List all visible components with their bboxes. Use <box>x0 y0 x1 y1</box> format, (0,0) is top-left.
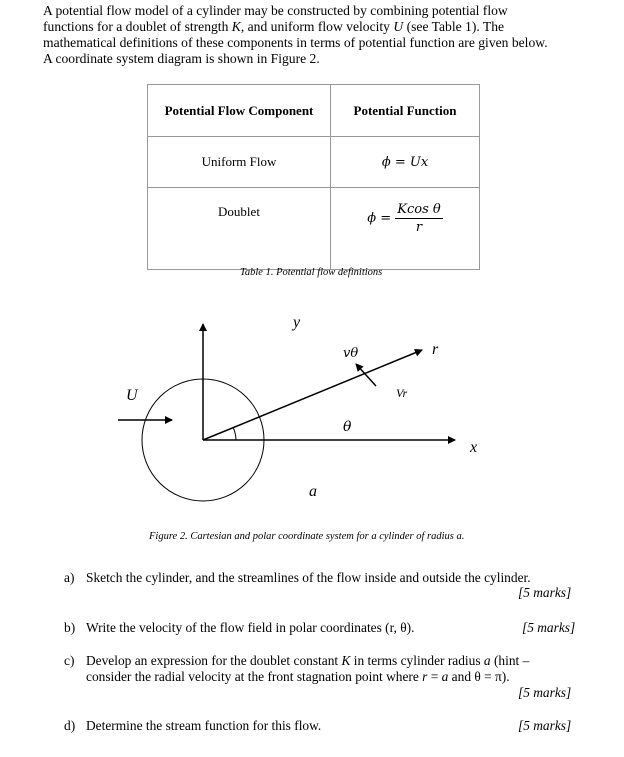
label-u: U <box>126 387 138 404</box>
question-text-part: Develop an expression for the doublet constant <box>86 653 342 668</box>
vtheta-arrow <box>356 364 376 386</box>
symbol-a: a <box>483 653 491 668</box>
marks-c: [5 marks] <box>518 685 572 700</box>
figure-caption: Figure 2. Cartesian and polar coordinate system for a cylinder of radius a. <box>149 531 465 542</box>
intro-line-2 <box>43 19 603 35</box>
intro-line-3: mathematical definitions of these components in terms of potential function are given below. <box>43 35 548 50</box>
doublet-lhs: ϕ = <box>367 211 392 226</box>
question-label: a) <box>64 570 75 585</box>
question-text-part: (hint – <box>490 653 530 668</box>
label-vtheta: vθ <box>343 346 359 361</box>
label-a: a <box>309 483 317 500</box>
table-cell-function <box>331 188 480 270</box>
label-theta: θ <box>343 419 352 435</box>
question-label: d) <box>64 718 76 733</box>
question-text: Sketch the cylinder, and the streamlines of the flow inside and outside the cylinder. <box>86 570 531 585</box>
intro-paragraph <box>43 3 603 67</box>
coordinate-diagram <box>110 310 510 525</box>
question-label: c) <box>64 653 75 668</box>
table-cell-function: ϕ = Ux <box>331 137 480 188</box>
question-text: Determine the stream function for this flow. <box>86 718 322 733</box>
intro-symbol-k: K <box>231 19 241 34</box>
question-text-part: and θ = π). <box>448 669 510 684</box>
intro-symbol-u: U <box>393 19 404 34</box>
doublet-fraction <box>395 202 442 235</box>
table-cell-component: Doublet <box>148 188 331 270</box>
question-text-part: consider the radial velocity at the front stagnation point where <box>86 669 423 684</box>
table-header-function: Potential Function <box>331 85 480 137</box>
intro-text: (see Table 1). The <box>403 19 505 34</box>
intro-line-1: A potential flow model of a cylinder may be constructed by combining potential flow <box>43 3 508 18</box>
table-row <box>148 188 480 270</box>
theta-arc <box>233 427 236 440</box>
label-x: x <box>470 439 478 456</box>
potential-flow-table <box>147 84 480 270</box>
label-vr: Vr <box>396 386 408 400</box>
table-cell-component: Uniform Flow <box>148 137 331 188</box>
symbol-a: a <box>441 669 449 684</box>
marks-d: [5 marks] <box>518 718 572 733</box>
doublet-numerator: Kcos θ <box>397 202 441 217</box>
intro-text: , and uniform flow velocity <box>240 19 394 34</box>
question-text-part: in terms cylinder radius <box>350 653 484 668</box>
marks-b: [5 marks] <box>522 620 576 635</box>
intro-text: functions for a doublet of strength <box>43 19 232 34</box>
intro-line-4: A coordinate system diagram is shown in Figure 2. <box>43 51 320 66</box>
marks-a: [5 marks] <box>518 585 572 600</box>
label-r: r <box>432 341 439 358</box>
question-label: b) <box>64 620 76 635</box>
symbol-k: K <box>341 653 351 668</box>
table-header-component: Potential Flow Component <box>148 85 331 137</box>
label-y: y <box>293 314 301 331</box>
table-row <box>148 137 480 188</box>
doublet-denominator: r <box>415 220 423 235</box>
question-text <box>86 653 566 685</box>
question-text: Write the velocity of the flow field in polar coordinates (r, θ). <box>86 620 415 635</box>
table-caption: Table 1. Potential flow definitions <box>240 267 383 278</box>
radial-line <box>203 350 422 440</box>
symbol-r: r <box>422 669 428 684</box>
question-text-part: = <box>427 669 442 684</box>
table-header-row <box>148 85 480 137</box>
